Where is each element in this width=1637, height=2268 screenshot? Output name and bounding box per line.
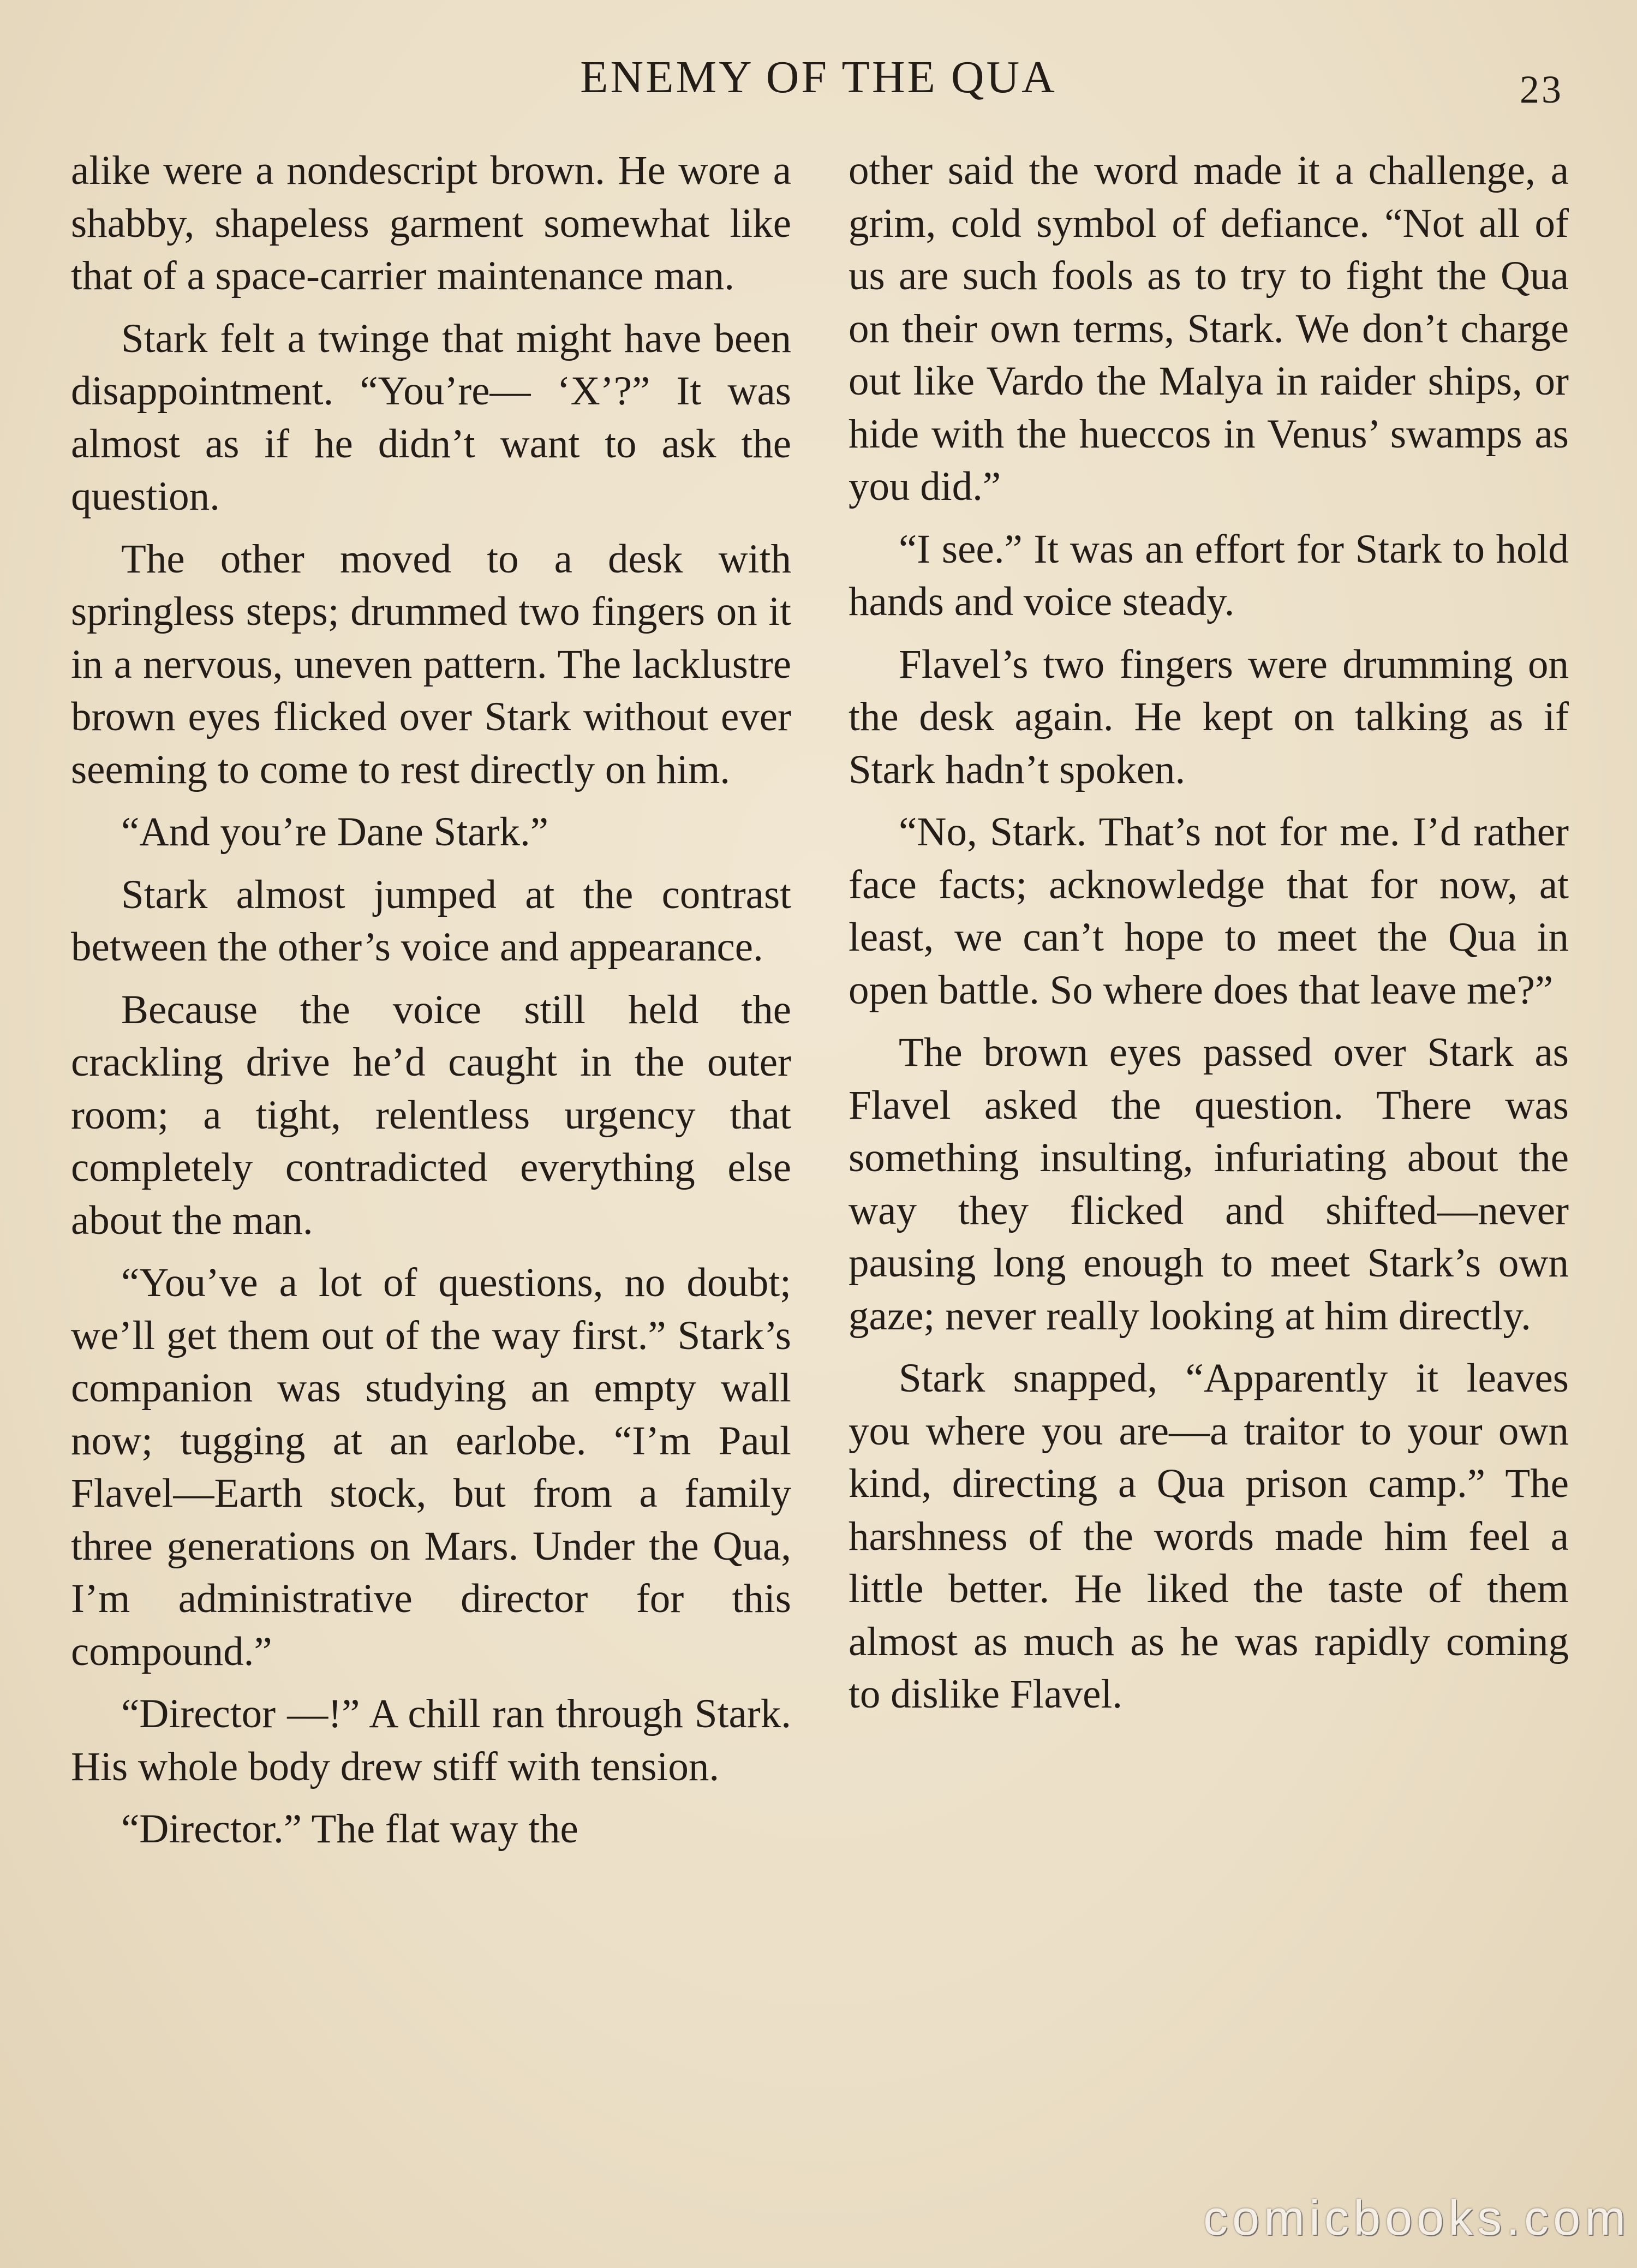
paragraph: Stark almost jumped at the contrast between the other’s voice and appearance.: [71, 872, 791, 970]
paragraph: The brown eyes passed over Stark as Flavel asked the question. There was something insulting, infuriating about the way they flicked and shifted—never pausing long enough to meet Stark’s own gaze; never really looking at him directly.: [849, 1030, 1569, 1339]
paragraph: Flavel’s two fingers were drumming on the desk again. He kept on talking as if Stark hadn’t spoken.: [849, 641, 1569, 792]
paragraph: Stark felt a twinge that might have been disappointment. “You’re— ‘X’?” It was almost as if he didn’t want to ask the question.: [71, 315, 791, 519]
paragraph: alike were a nondescript brown. He wore a shabby, shapeless garment somewhat like that of a space-carrier maintenance man.: [71, 148, 791, 299]
running-head-title: ENEMY OF THE QUA: [580, 52, 1057, 103]
paragraph: “Director —!” A chill ran through Stark. His whole body drew stiff with tension.: [71, 1691, 791, 1789]
paragraph: The other moved to a desk with springless steps; drummed two fingers on it in a nervous, uneven pattern. The lacklustre brown eyes flicked over Stark without ever seeming to come to rest directly on him.: [71, 536, 791, 792]
paragraph: “Director.” The flat way the: [121, 1806, 578, 1852]
left-text-column: [71, 145, 791, 1866]
paragraph: “You’ve a lot of questions, no doubt; we’ll get them out of the way first.” Stark’s companion was studying an empty wall now; tugging at an earlobe. “I’m Paul Flavel—Earth stock, but from a family three generations on Mars. Under the Qua, I’m administrative director for this compound.”: [71, 1260, 791, 1674]
paragraph: “And you’re Dane Stark.”: [121, 809, 549, 855]
paragraph: Because the voice still held the crackling drive he’d caught in the outer room; a tight, relentless urgency that completely contradicted everything else about the man.: [71, 987, 791, 1243]
paragraph: other said the word made it a challenge, a grim, cold symbol of defiance. “Not all of us are such fools as to try to fight the Qua on their own terms, Stark. We don’t charge out like Vardo the Malya in raider ships, or hide with the hueccos in Venus’ swamps as you did.”: [849, 148, 1569, 509]
paragraph: “I see.” It was an effort for Stark to hold hands and voice steady.: [849, 526, 1569, 624]
page-number: 23: [1520, 68, 1563, 111]
right-text-column: [849, 145, 1569, 1731]
paragraph: “No, Stark. That’s not for me. I’d rather face facts; acknowledge that for now, at least, we can’t hope to meet the Qua in open battle. So where does that leave me?”: [849, 809, 1569, 1013]
watermark: comicbooks.com: [1203, 2191, 1630, 2246]
paragraph: Stark snapped, “Apparently it leaves you where you are—a traitor to your own kind, directing a Qua prison camp.” The harshness of the words made him feel a little better. He liked the taste of them almost as much as he was rapidly coming to dislike Flavel.: [849, 1356, 1569, 1717]
